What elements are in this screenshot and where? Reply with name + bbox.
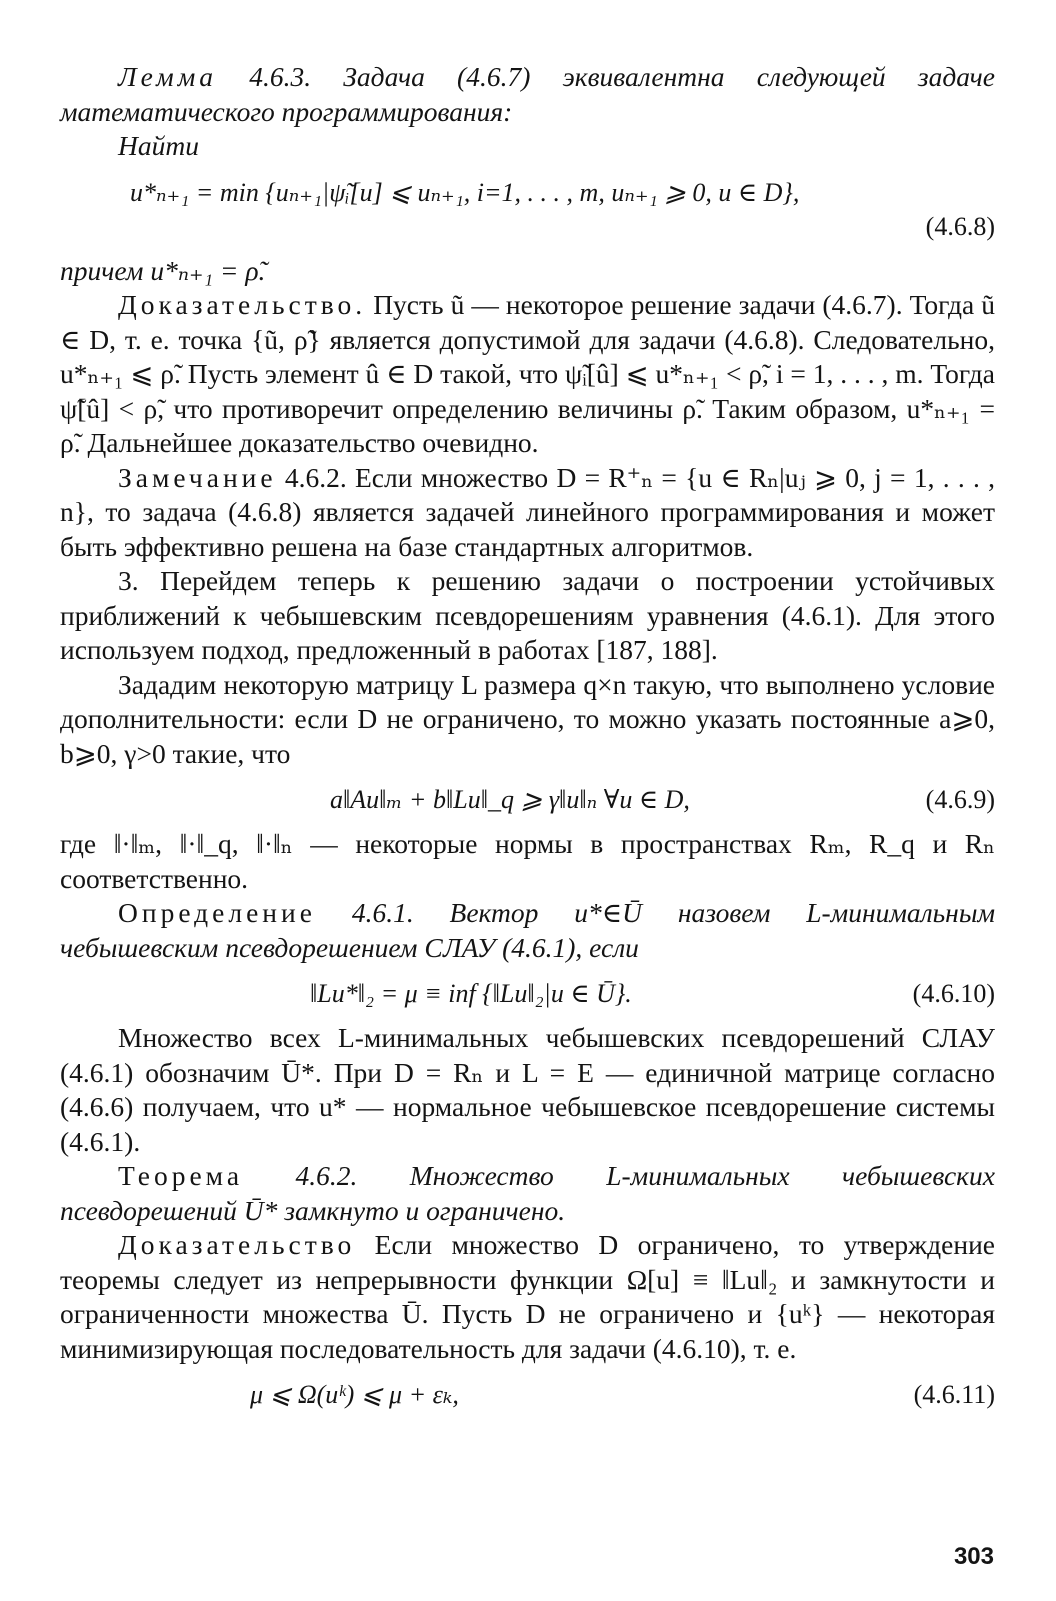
definition-heading: Определение (118, 897, 316, 928)
lemma-statement: 4.6.3. Задача (4.6.7) эквивалентна следующей задаче математического программирования: (60, 61, 995, 127)
find-line: Найти (118, 130, 199, 161)
equation-number: (4.6.9) (925, 785, 995, 814)
proof-paragraph (60, 288, 995, 461)
equation-4-6-11 (60, 1378, 995, 1412)
theorem-paragraph (60, 1159, 995, 1228)
proof-heading: Доказательство. (118, 289, 367, 320)
remark-heading: Замечание (118, 461, 277, 493)
equation-number: (4.6.8) (925, 211, 995, 241)
equation-body: a‖Au‖ₘ + b‖Lu‖_q ⩾ γ‖u‖ₙ ∀u ∈ D, (330, 785, 690, 814)
matrix-paragraph: Зададим некоторую матрицу L размера q×n такую, что выполнено условие дополнительности: если D не ограничено, то можно указать постоянные a⩾0, b⩾0, γ>0 такие, что (60, 668, 995, 769)
equation-body: μ ⩽ Ω(uᵏ) ⩽ μ + εₖ, (250, 1380, 459, 1409)
proof2-paragraph (60, 1228, 995, 1366)
equation-body: u*ₙ₊₁ = min {uₙ₊₁|ψ̃ᵢ[u] ⩽ uₙ₊₁, i=1, . . . , m, uₙ₊₁ ⩾ 0, u ∈ D}, (130, 177, 800, 207)
definition-text: 4.6.1. Вектор u*∈Ū назовем L-минимальным чебышевским псевдорешением СЛАУ (4.6.1), если (60, 897, 996, 963)
lemma-paragraph (60, 60, 995, 129)
lemma-heading: Лемма (118, 61, 217, 92)
proof2-heading: Доказательство (118, 1229, 356, 1260)
equation-body: ‖Lu*‖₂ = μ ≡ inf {‖Lu‖₂|u ∈ Ū}. (310, 979, 632, 1008)
definition-paragraph (60, 896, 995, 965)
proof-text: Пусть ũ — некоторое решение задачи (4.6.7). Тогда ũ ∈ D, т. е. точка {ũ, ρ̃} является допустимой для задачи (4.6.8). Следовательно, u*ₙ₊₁ ⩽ ρ̃. Пусть элемент û ∈ D такой, что ψ̃ᵢ[û] ⩽ u*ₙ₊₁ < ρ̃, i = 1, . . . , m. Тогда ψ̃[û] < ρ̃, что противоречит определению величины ρ̃. Таким образом, u*ₙ₊₁ = ρ̃. Дальнейшее доказательство очевидно. (60, 289, 995, 458)
page-number: 303 (953, 1543, 994, 1570)
remark-text: 4.6.2. Если множество D = R⁺ₙ = {u ∈ Rₙ|uⱼ ⩾ 0, j = 1, . . . , n}, то задача (4.6.8) является задачей линейного программирования и может быть эффективно решена на базе стандартных алгоритмов. (60, 461, 995, 562)
equation-4-6-8 (60, 176, 995, 244)
section-3-paragraph: 3. Перейдем теперь к решению задачи о построении устойчивых приближений к чебышевским псевдорешениям уравнения (4.6.1). Для этого используем подход, предложенный в работах [187, 188]. (60, 565, 995, 665)
proof2-text: Если множество D ограничено, то утверждение теоремы следует из непрерывности функции Ω[u] ≡ ‖Lu‖₂ и замкнутости и ограниченности множества Ū. Пусть D не ограничено и {uᵏ} — некоторая минимизирующая последовательность для задачи (4.6.10), т. е. (60, 1229, 995, 1364)
remark-paragraph (60, 461, 995, 565)
after-equation-text: причем u*ₙ₊₁ = ρ̃. (60, 254, 266, 286)
text-column (60, 60, 995, 1422)
theorem-heading: Теорема (118, 1160, 244, 1191)
norms-text: где ‖·‖ₘ, ‖·‖_q, ‖·‖ₙ — некоторые нормы в пространствах Rₘ, R_q и Rₙ соответственно. (60, 828, 995, 894)
equation-4-6-9 (60, 783, 995, 817)
equation-4-6-10 (60, 977, 995, 1011)
theorem-text: 4.6.2. Множество L-минимальных чебышевских псевдорешений Ū* замкнуто и ограничено. (60, 1160, 995, 1226)
set-paragraph: Множество всех L-минимальных чебышевских псевдорешений СЛАУ (4.6.1) обозначим Ū*. При D = Rₙ и L = E — единичной матрице согласно (4.6.6) получаем, что u* — нормальное чебышевское псевдорешение системы (4.6.1). (60, 1022, 995, 1157)
equation-number: (4.6.10) (912, 979, 995, 1008)
equation-number: (4.6.11) (913, 1380, 995, 1409)
